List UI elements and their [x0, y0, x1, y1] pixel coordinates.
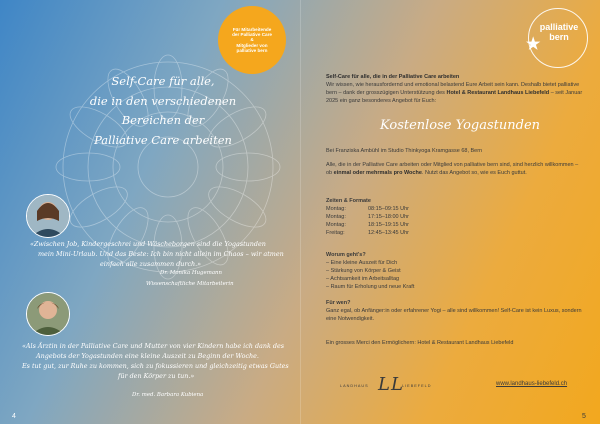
- schedule-time: 08:15–09:15 Uhr: [368, 205, 409, 212]
- page-number-right: 5: [582, 413, 586, 420]
- quote-line: Es tut gut, zur Ruhe zu kommen, sich zu fokussieren und gleichzeitig etwas Gutes: [22, 361, 289, 370]
- schedule-day: Montag:: [326, 221, 346, 228]
- quote-barbara: [22, 342, 298, 382]
- quote-author: Dr. Monika Hugemann: [160, 270, 222, 276]
- intro-section: [326, 74, 584, 112]
- details-section: [326, 148, 584, 184]
- badge-line: Mitglieder von: [236, 42, 268, 48]
- quote-line: für den Körper zu tun.»: [118, 371, 195, 380]
- schedule-day: Montag:: [326, 205, 346, 212]
- avatar-monika: [26, 194, 70, 238]
- list-item: – Stärkung von Körper & Geist: [326, 267, 401, 274]
- page-fold: [300, 0, 301, 424]
- page-number-left: 4: [12, 413, 16, 420]
- intro-title: Self-Care für alle, die in der Palliative Care arbeiten: [326, 74, 460, 80]
- intro-text-end: – seit Januar 2025 ein ganz besonderes Angebot für Euch:: [326, 89, 583, 104]
- quote-author-role: Wissenschaftliche Mitarbeiterin: [146, 281, 234, 287]
- schedule-row: [326, 206, 409, 214]
- avatar-barbara: [26, 292, 70, 336]
- logo-text: palliative: [539, 22, 579, 32]
- schedule-time: 12:45–13:45 Uhr: [368, 229, 409, 236]
- star-icon: ★: [526, 36, 541, 53]
- benefits-title: Worum geht's?: [326, 252, 366, 258]
- logo-text: bern: [549, 32, 569, 43]
- invite-text: Alle, die in der Palliative Care arbeiten oder Mitglied von palliative bern sind, sind herzlich willkommen – ob: [326, 161, 579, 176]
- offer-headline: Kostenlose Yogastunden: [380, 118, 541, 133]
- location-text: Bei Franziska Ambühl im Studio Thinkyoga Kramgasse 68, Bern: [326, 148, 483, 154]
- hero-line: Bereichen der: [121, 113, 205, 128]
- quote-line: «Zwischen Job, Kindergeschrei und Wäscheborgen sind die Yogastunden: [30, 240, 266, 248]
- list-item: – Raum für Erholung und neue Kraft: [326, 283, 415, 290]
- benefits-list: [326, 252, 414, 292]
- badge-line: &: [250, 37, 254, 43]
- audience-badge: [218, 6, 286, 74]
- hotel-logo: [340, 374, 440, 400]
- intro-text: Wir wissen, wie herausfordernd und emotional belastend Eure Arbeit sein kann. Deshalb bietet palliative bern – dank der grosszügigen Unterstützung des: [326, 81, 580, 96]
- invite-text-end: . Nutzt das Angebot so, wie es Euch guttut.: [421, 169, 527, 176]
- quote-monika: [30, 240, 292, 270]
- schedule-title: Zeiten & Formate: [326, 198, 371, 204]
- invite-bold: einmal oder mehrmals pro Woche: [333, 169, 422, 176]
- hero-title: [58, 72, 268, 150]
- thanks-text: Ein grosses Merci den Ermöglichern: Hotel & Restaurant Landhaus Liebefeld: [326, 340, 514, 346]
- schedule-time: 18:15–19:15 Uhr: [368, 221, 409, 228]
- quote-line: «Als Ärztin in der Palliative Care und Mutter von vier Kindern habe ich dank des: [22, 342, 285, 350]
- hotel-logo-right: LIEBEFELD: [402, 384, 432, 388]
- hotel-logo-monogram: LL: [378, 374, 404, 395]
- schedule-time: 17:15–18:00 Uhr: [368, 213, 409, 220]
- list-item: – Eine kleine Auszeit für Dich: [326, 259, 398, 266]
- hotel-website-link[interactable]: www.landhaus-liebefeld.ch: [496, 381, 568, 387]
- hero-line: die in den verschiedenen: [89, 93, 237, 108]
- badge-line: der Palliative Care: [232, 32, 272, 38]
- badge-line: Für Mitarbeitende: [232, 26, 272, 32]
- badge-line: palliative bern: [236, 47, 268, 53]
- schedule-day: Montag:: [326, 213, 346, 220]
- quote-line: mein Mini-Urlaub. Und das Beste: Ich bin nicht allein im Chaos – wir atmen: [38, 249, 284, 258]
- hero-line: Palliative Care arbeiten: [94, 132, 232, 147]
- audience-section: [326, 300, 584, 324]
- schedule-row: [326, 222, 409, 230]
- quote-line: einfach alle zusammen durch.»: [100, 259, 202, 268]
- audience-title: Für wen?: [326, 300, 351, 306]
- list-item: – Achtsamkeit im Arbeitsalltag: [326, 275, 400, 282]
- palliative-bern-logo: [524, 14, 588, 54]
- quote-author: Dr. med. Barbara Kubiena: [132, 392, 204, 398]
- hero-line: Self-Care für alle,: [111, 74, 215, 88]
- hotel-logo-left: LANDHAUS: [340, 384, 369, 388]
- intro-sponsor: Hotel & Restaurant Landhaus Liebefeld: [446, 89, 550, 96]
- schedule-row: [326, 230, 409, 238]
- quote-line: Angebots der Yogastunden eine kleine Auszeit zu Beginn der Woche.: [36, 351, 259, 360]
- schedule-row: [326, 214, 409, 222]
- schedule-day: Freitag:: [326, 229, 345, 236]
- audience-text: Ganz egal, ob Anfänger:in oder erfahrener Yogi – alle sind willkommen! Self-Care ist kein Luxus, sondern eine Notwendigkeit.: [326, 307, 582, 322]
- schedule: [326, 198, 409, 238]
